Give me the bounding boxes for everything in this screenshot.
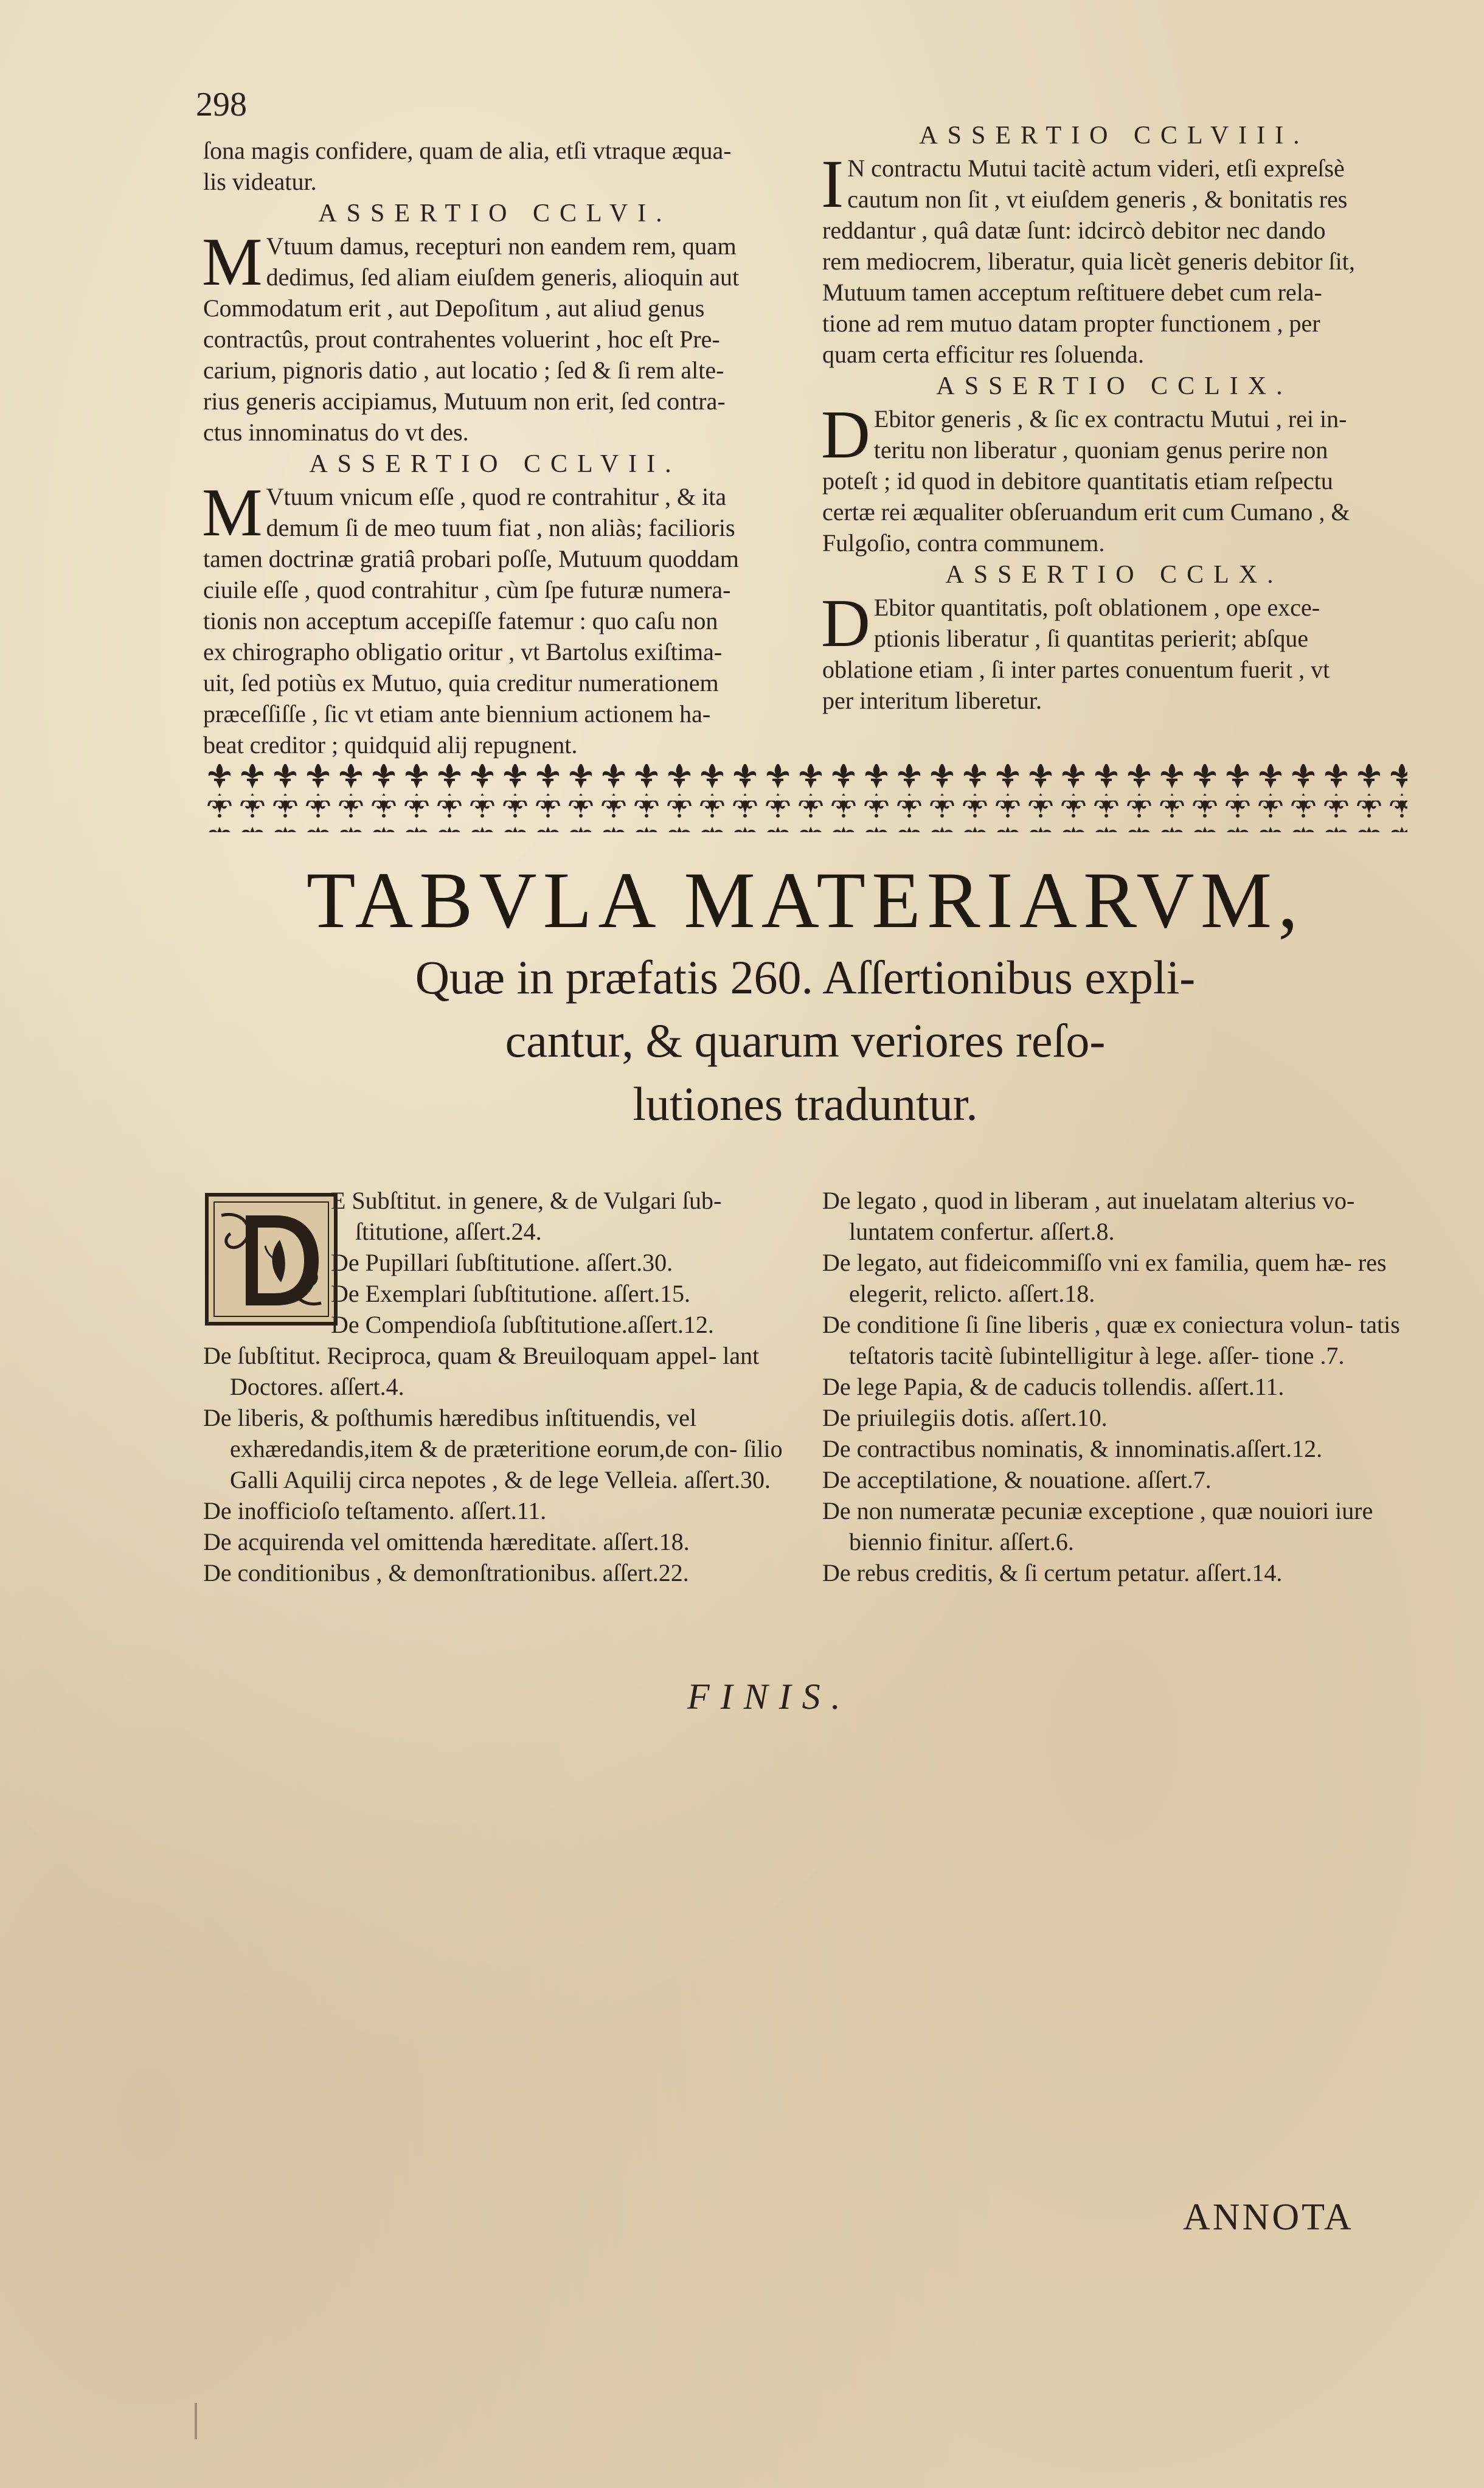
finis-mark: FINIS. xyxy=(687,1677,851,1717)
text-line: quam certa efficitur res ſoluenda. xyxy=(822,341,1145,368)
assertio-256-body xyxy=(202,224,787,300)
drop-cap: I xyxy=(821,147,844,222)
index-entry: De Pupillari ſubſtitutione. aſſert.30. xyxy=(331,1249,673,1276)
drop-cap: D xyxy=(821,586,870,661)
text-line: dedimus, ſed aliam eiuſdem generis, alioquin aut xyxy=(266,263,740,291)
index-entry: De legato , quod in liberam , aut inuelatam alterius vo- luntatem confertur. aſſert.8. xyxy=(822,1187,1355,1245)
assertio-258-heading: ASSERTIO CCLVIII. xyxy=(919,122,1309,150)
index-entry: De conditionibus , & demonſtrationibus. aſſert.22. xyxy=(203,1559,689,1586)
text-line: cautum non ſit , vt eiuſdem generis , & bonitatis res xyxy=(847,186,1348,213)
subtitle-line: Quæ in præfatis 260. Aſſertionibus expli- xyxy=(415,951,1196,1004)
text-line: ciuile eſſe , quod contrahitur , cùm ſpe futuræ numera- xyxy=(203,576,731,603)
index-entry: De non numeratæ pecuniæ exceptione , quæ nouiori iure biennio finitur. aſſert.6. xyxy=(822,1497,1373,1555)
text-line: rius generis accipiamus, Mutuum non erit, ſed contra- xyxy=(203,387,726,415)
text-line: Vtuum damus, recepturi non eandem rem, quam xyxy=(266,232,737,260)
text-line: N contractu Mutui tacitè actum videri, etſi expreſsè xyxy=(847,155,1345,182)
index-right-column xyxy=(822,1185,1418,1588)
text-line: tamen doctrinæ gratiâ probari poſſe, Mutuum quoddam xyxy=(203,545,739,572)
text-line: ex chirographo obligatio oritur , vt Bartolus exiſtima- xyxy=(203,638,723,665)
text-line: Commodatum erit , aut Depoſitum , aut aliud genus xyxy=(203,294,705,322)
assertio-259-body xyxy=(821,397,1406,473)
text-line: oblatione etiam , ſi inter partes conuentum fuerit , vt xyxy=(822,656,1330,683)
assertio-257-body xyxy=(202,475,787,551)
text-line: reddantur , quâ datæ ſunt: idcircò debitor nec dando xyxy=(822,217,1326,244)
index-left-column xyxy=(203,1185,799,1588)
text-line: per interitum liberetur. xyxy=(822,687,1042,714)
index-entry: ſtitutione, aſſert.24. xyxy=(355,1218,542,1245)
assertio-260-body xyxy=(821,586,1406,661)
subtitle-line: cantur, & quarum veriores reſo- xyxy=(505,1014,1106,1067)
assertio-257-heading: ASSERTIO CCLVII. xyxy=(309,450,681,478)
text-line: Ebitor generis , & ſic ex contractu Mutui , rei in- xyxy=(873,405,1347,433)
page-number: 298 xyxy=(196,86,247,123)
text-line: carium, pignoris datio , aut locatio ; ſed & ſi rem alte- xyxy=(203,356,724,384)
text-line: Vtuum vnicum eſſe , quod re contrahitur , & ita xyxy=(266,483,727,510)
text-line: lis videatur. xyxy=(203,168,317,195)
index-entry: De Compendioſa ſubſtitutione.aſſert.12. xyxy=(331,1311,714,1338)
page-title: TABVLA MATERIARVM, xyxy=(306,855,1305,945)
index-entry: E Subſtitut. in genere, & de Vulgari ſub- xyxy=(331,1187,722,1214)
drop-cap: M xyxy=(202,224,263,300)
index-entry: De legato, aut fideicommiſſo vni ex familia, quem hæ- res elegerit, relicto. aſſert.18. xyxy=(822,1249,1387,1307)
text-line: ptionis liberatur , ſi quantitas perierit; abſque xyxy=(873,625,1309,652)
index-entry: De conditione ſi ſine liberis , quæ ex coniectura volun- tatis teſtatoris tacitè ſubintelligitur à lege. aſſer- tione .7. xyxy=(822,1311,1400,1369)
catchword: ANNOTA xyxy=(1183,2197,1354,2238)
text-line: rem mediocrem, liberatur, quia licèt generis debitor ſit, xyxy=(822,248,1355,275)
text-line: Fulgoſio, contra communem. xyxy=(822,529,1105,557)
text-line: tione ad rem mutuo datam propter functionem , per xyxy=(822,310,1320,337)
text-line: Ebitor quantitatis, poſt oblationem , ope exce- xyxy=(873,594,1320,621)
right-column-top xyxy=(822,119,1406,716)
index-entry: De ſubſtitut. Reciproca, quam & Breuiloquam appel- lant Doctores. aſſert.4. xyxy=(203,1342,760,1400)
assertio-260-heading: ASSERTIO CCLX. xyxy=(945,561,1283,589)
index-entry: De acquirenda vel omittenda hæreditate. aſſert.18. xyxy=(203,1528,690,1555)
drop-cap: M xyxy=(202,475,263,551)
margin-mark xyxy=(195,2403,197,2439)
text-line: præceſſiſſe , ſic vt etiam ante biennium actionem ha- xyxy=(203,700,711,728)
index-entry: De contractibus nominatis, & innominatis.aſſert.12. xyxy=(822,1435,1323,1462)
index-entry: De priuilegiis dotis. aſſert.10. xyxy=(822,1404,1108,1431)
text-line: teritu non liberatur , quoniam genus perire non xyxy=(873,436,1328,464)
index-entry: De inofficioſo teſtamento. aſſert.11. xyxy=(203,1497,547,1524)
text-line: contractûs, prout contrahentes voluerint , hoc eſt Pre- xyxy=(203,325,720,353)
text-line: ſona magis confidere, quam de alia, etſi vtraque æqua- xyxy=(203,137,732,164)
title-block xyxy=(203,855,1407,1136)
index-entry: De Exemplari ſubſtitutione. aſſert.15. xyxy=(331,1280,690,1307)
index-entry: De acceptilatione, & nouatione. aſſert.7. xyxy=(822,1466,1212,1493)
index-entry: De rebus creditis, & ſi certum petatur. aſſert.14. xyxy=(822,1559,1283,1586)
left-column-top xyxy=(203,135,787,760)
text-line: poteſt ; id quod in debitore quantitatis etiam reſpectu xyxy=(822,467,1333,495)
subtitle-line: lutiones traduntur. xyxy=(633,1077,978,1130)
text-line: tionis non acceptum accepiſſe fatemur : quo caſu non xyxy=(203,607,718,634)
assertio-259-heading: ASSERTIO CCLIX. xyxy=(936,372,1292,400)
ornamental-border xyxy=(203,760,1407,839)
index-entry: De lege Papia, & de caducis tollendis. aſſert.11. xyxy=(822,1373,1285,1400)
text-line: uit, ſed potiùs ex Mutuo, quia creditur numerationem xyxy=(203,669,719,697)
text-line: beat creditor ; quidquid alij repugnent. xyxy=(203,731,578,759)
assertio-258-body xyxy=(821,147,1406,222)
drop-cap: D xyxy=(821,397,870,473)
text-line: certæ rei æqualiter obſeruandum erit cum Cumano , & xyxy=(822,498,1350,526)
text-line: demum ſi de meo tuum fiat , non aliàs; facilioris xyxy=(266,514,735,541)
text-line: ctus innominatus do vt des. xyxy=(203,419,469,446)
index-entry: De liberis, & poſthumis hæredibus inſtituendis, vel exhæredandis,item & de præteritione eorum,de con- ſilio Galli Aquilij circa nepotes , & de lege Velleia. aſſert.30. xyxy=(203,1404,783,1493)
text-line: Mutuum tamen acceptum reſtituere debet cum rela- xyxy=(822,279,1322,306)
assertio-256-heading: ASSERTIO CCLVI. xyxy=(318,200,672,228)
